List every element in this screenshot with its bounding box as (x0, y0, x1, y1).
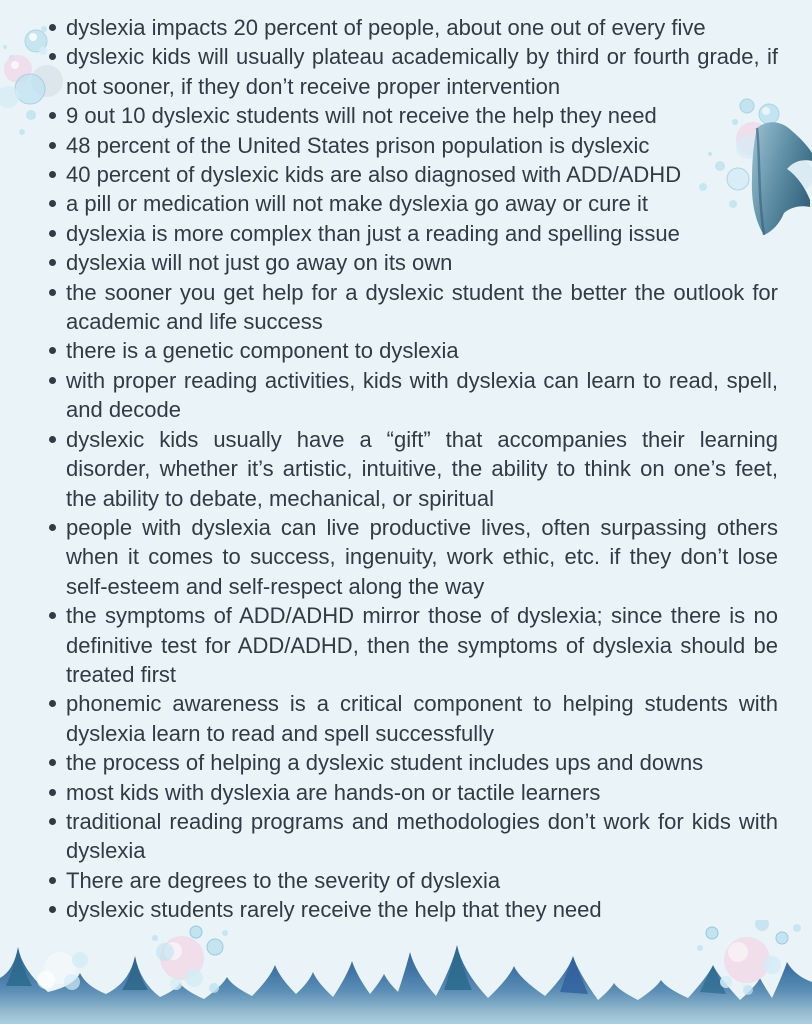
fact-item: traditional reading programs and methodologies don’t work for kids with dyslexia (48, 807, 778, 866)
fact-item: the process of helping a dyslexic student includes ups and downs (48, 748, 778, 777)
wave-border-illustration (0, 920, 812, 1024)
fact-item: with proper reading activities, kids with dyslexia can learn to read, spell, and decode (48, 366, 778, 425)
fact-item: there is a genetic component to dyslexia (48, 336, 778, 365)
fact-item: There are degrees to the severity of dyslexia (48, 866, 778, 895)
fact-item: a pill or medication will not make dyslexia go away or cure it (48, 189, 778, 218)
fact-item: the sooner you get help for a dyslexic student the better the outlook for academic and life success (48, 278, 778, 337)
fact-item: dyslexia will not just go away on its own (48, 248, 778, 277)
fact-item: dyslexia is more complex than just a reading and spelling issue (48, 219, 778, 248)
fact-item: 9 out 10 dyslexic students will not receive the help they need (48, 101, 778, 130)
fact-item: 48 percent of the United States prison population is dyslexic (48, 131, 778, 160)
fact-item: dyslexia impacts 20 percent of people, about one out of every five (48, 13, 778, 42)
fact-item: most kids with dyslexia are hands-on or tactile learners (48, 778, 778, 807)
fact-item: dyslexic kids usually have a “gift” that accompanies their learning disorder, whether it’s artistic, intuitive, the ability to think on one’s feet, the ability to debate, mechanical, or spiritual (48, 425, 778, 513)
fact-item: 40 percent of dyslexic kids are also diagnosed with ADD/ADHD (48, 160, 778, 189)
fact-item: people with dyslexia can live productive lives, often surpassing others when it comes to success, ingenuity, work ethic, etc. if they don’t lose self-esteem and self-respect along the way (48, 513, 778, 601)
fact-item: the symptoms of ADD/ADHD mirror those of dyslexia; since there is no definitive test for ADD/ADHD, then the symptoms of dyslexia should be treated first (48, 601, 778, 689)
fact-item: phonemic awareness is a critical component to helping students with dyslexia learn to read and spell successfully (48, 689, 778, 748)
fact-item: dyslexic students rarely receive the help that they need (48, 895, 778, 924)
fact-item: dyslexic kids will usually plateau academically by third or fourth grade, if not sooner, if they don’t receive proper intervention (48, 42, 778, 101)
